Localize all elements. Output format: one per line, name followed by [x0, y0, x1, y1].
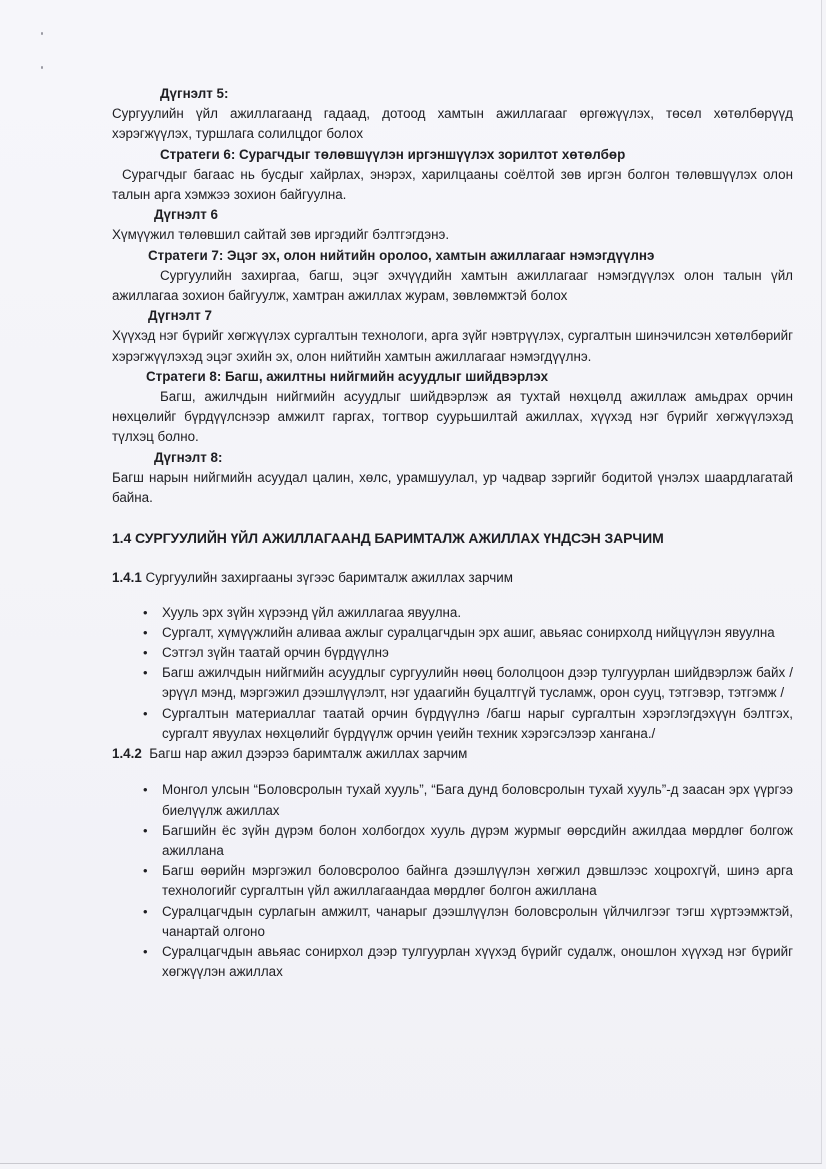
- conclusion-7-heading: Дүгнэлт 7: [148, 308, 212, 324]
- list-item: • Сургалт, хүмүүжлийн аливаа ажлыг суралцагчдын эрх ашиг, авьяас сонирхолд нийцүүлэн явуулна: [112, 623, 793, 643]
- subsection-1-4-1-title: [112, 568, 793, 588]
- strategy-8-text: Багш, ажилчдын нийгмийн асуудлыг шийдвэрлэж ая тухтай нөхцөлд ажиллаж амьдрах орчин нөхцөлийг бүрдүүлснээр амжилт гаргах, тогтвор суурьшилтай ажиллах, хүүхэд нэг бүрийг хөгжүүлэхэд түлхэц болно.: [112, 389, 793, 445]
- strategy-7-heading: Стратеги 7: Эцэг эх, олон нийтийн оролоо, хамтын ажиллагааг нэмэгдүүлнэ: [148, 247, 655, 263]
- conclusion-8-heading: Дүгнэлт 8:: [154, 449, 223, 465]
- list-item: • Суралцагчдын авьяас сонирхол дээр тулгуурлан хүүхэд бүрийг судалж, оношлон хүүхэд нэг бүрийг хөгжүүлэн ажиллах: [112, 942, 793, 982]
- conclusion-6-heading: Дүгнэлт 6: [154, 207, 218, 223]
- subsection-text: Багш нар ажил дээрээ баримталж ажиллах зарчим: [141, 746, 468, 762]
- strategy-7-text: Сургуулийн захиргаа, багш, эцэг эхчүүдийн хамтын ажиллагааг нэмэгдүүлэх олон талын үйл ажиллагаа зохион байгуулж, хамтран ажиллах журам, зөвлөмжтэй болох: [112, 267, 793, 304]
- principles-list-admin: [112, 603, 793, 744]
- section-1-4-title: 1.4 СУРГУУЛИЙН ҮЙЛ АЖИЛЛАГААНД БАРИМТАЛЖ АЖИЛЛАХ ҮНДСЭН ЗАРЧИМ: [112, 530, 664, 547]
- list-item: • Сэтгэл зүйн таатай орчин бүрдүүлнэ: [112, 643, 793, 663]
- conclusion-5-text: Сургуулийн үйл ажиллагаанд гадаад, дотоод хамтын ажиллагааг өргөжүүлэх, төсөл хөтөлбөрүүд хэрэгжүүлэх, туршлага солилцдог болох: [112, 106, 793, 142]
- subsection-number: 1.4.1: [112, 570, 142, 586]
- list-item: • Сургалтын материаллаг таатай орчин бүрдүүлнэ /багш нарыг сургалтын хэрэглэгдэхүүн бэлтгэх, сургалт явуулах нөхцөлийг бүрдүүлж орчин үеийн техник хэрэгсэлээр хангана./: [112, 704, 793, 744]
- list-item: • Багш өөрийн мэргэжил боловсролоо байнга дээшлүүлэн хөгжил дэвшлээс хоцрохгүй, шинэ арга технологийг сургалтын үйл ажиллагаандаа мөрдлөг болгон ажиллана: [112, 861, 793, 901]
- subsection-number: 1.4.2: [112, 746, 142, 762]
- list-item: • Суралцагчдын сурлагын амжилт, чанарыг дээшлүүлэн боловсролын үйлчилгээг тэгш хүртээмжтэй, чанартай олгоно: [112, 902, 793, 942]
- list-item: • Багшийн ёс зүйн дүрэм болон холбогдох хууль дүрэм журмыг өөрсдийн ажилдаа мөрдлөг болгож ажиллана: [112, 821, 793, 861]
- strategy-6-heading: Стратеги 6: Сурагчдыг төлөвшүүлэн иргэншүүлэх зорилтот хөтөлбөр: [160, 146, 626, 162]
- subsection-1-4-2-title: [112, 744, 793, 764]
- scan-speck: [41, 66, 43, 69]
- strategy-6-text: Сурагчдыг багаас нь бусдыг хайрлах, энэрэх, харилцааны соёлтой зөв иргэн болгон төлөвшүүлэх олон талын арга хэмжээ зохион байгуулна.: [112, 166, 793, 203]
- strategy-8-heading: Стратеги 8: Багш, ажилтны нийгмийн асуудлыг шийдвэрлэх: [146, 368, 549, 384]
- conclusion-5-heading: Дүгнэлт 5:: [160, 86, 229, 101]
- document-body: [112, 84, 793, 982]
- subsection-text: Сургуулийн захиргааны зүгээс баримталж ажиллах зарчим: [141, 570, 513, 586]
- list-item: • Хууль эрх зүйн хүрээнд үйл ажиллагаа явуулна.: [112, 603, 793, 623]
- conclusion-8-text: Багш нарын нийгмийн асуудал цалин, хөлс, урамшуулал, ур чадвар зэргийг бодитой үнэлэх шаардлагатай байна.: [112, 469, 793, 506]
- conclusion-6-text: Хүмүүжил төлөвшил сайтай зөв иргэдийг бэлтгэгдэнэ.: [112, 227, 450, 243]
- list-item: • Багш ажилчдын нийгмийн асуудлыг сургуулийн нөөц бололцоон дээр тулгуурлан шийдвэрлэж байх / эрүүл мэнд, мэргэжил дээшлүүлэлт, нэг удаагийн буцалтгүй тусламж, орон сууц, тэтгэвэр, тэтгэмж /: [112, 663, 793, 703]
- scan-speck: [41, 32, 43, 35]
- principles-list-teachers: [112, 780, 793, 982]
- list-item: • Монгол улсын “Боловсролын тухай хууль”, “Бага дунд боловсролын тухай хууль”-д заасан эрх үүргээ биелүүлж ажиллах: [112, 780, 793, 820]
- conclusion-7-text: Хүүхэд нэг бүрийг хөгжүүлэх сургалтын технологи, арга зүйг нэвтрүүлэх, сургалтын шинэчилсэн хөтөлбөрийг хэрэгжүүлэхэд эцэг эхийн эх, олон нийтийн хамтын ажиллагааг нэмэгдүүлнэ.: [112, 328, 793, 364]
